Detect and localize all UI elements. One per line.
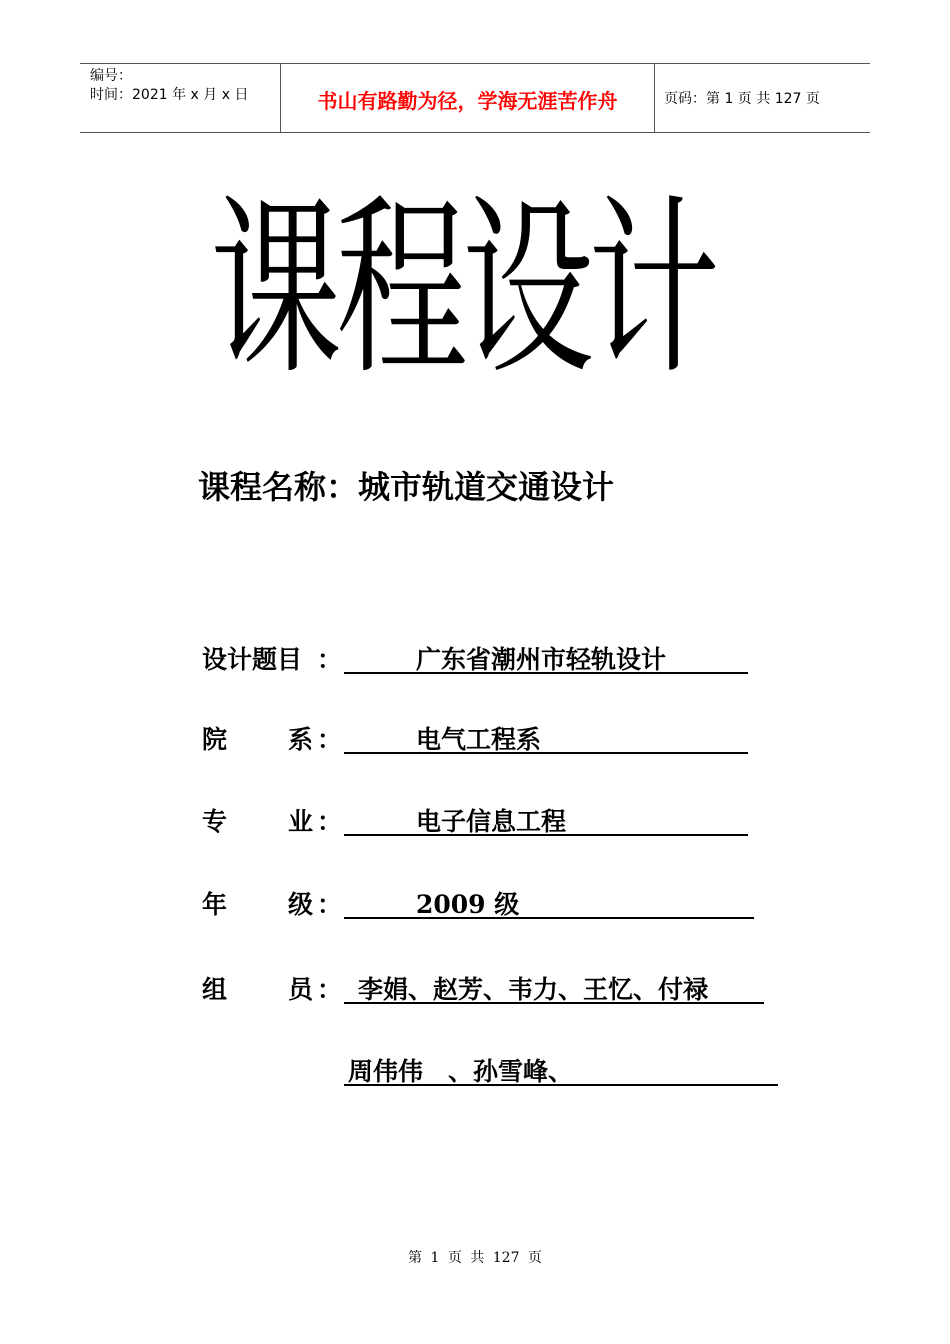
department-value: 电气工程系 <box>344 720 748 754</box>
grade-label-b: 级 <box>288 890 314 919</box>
members-label-a: 组 <box>202 975 228 1004</box>
topic-colon: ： <box>317 645 343 674</box>
grade-label-a: 年 <box>202 890 228 919</box>
department-label-b: 系 <box>288 725 314 754</box>
topic-label: 设计题目 <box>202 645 303 674</box>
members-colon: ： <box>317 975 343 1004</box>
members-value-continued: 周伟伟 、孙雪峰、 <box>344 1052 778 1086</box>
grade-colon: ： <box>317 890 343 919</box>
serial-label: 编号： <box>90 68 132 84</box>
document-title: 课程设计 <box>210 178 714 402</box>
header-page-info: 页码：第 1 页 共 127 页 <box>664 91 820 107</box>
topic-value: 广东省潮州市轻轨设计 <box>344 640 748 674</box>
grade-value: 2009 级 <box>344 885 754 919</box>
members-value: 李娟、赵芳、韦力、王忆、付禄 <box>344 970 764 1004</box>
major-value: 电子信息工程 <box>344 802 748 836</box>
major-label-b: 业 <box>288 807 314 836</box>
department-colon: ： <box>317 725 343 754</box>
header-motto: 书山有路勤为径，学海无涯苦作舟 <box>317 89 618 113</box>
major-colon: ： <box>317 807 343 836</box>
course-name: 课程名称：城市轨道交通设计 <box>198 468 615 506</box>
page-footer: 第 1 页 共 127 页 <box>408 1250 542 1266</box>
department-label-a: 院 <box>202 725 228 754</box>
members-label-b: 员 <box>288 975 314 1004</box>
major-label-a: 专 <box>202 807 228 836</box>
time-label: 时间：2021 年 x 月 x 日 <box>90 87 249 103</box>
